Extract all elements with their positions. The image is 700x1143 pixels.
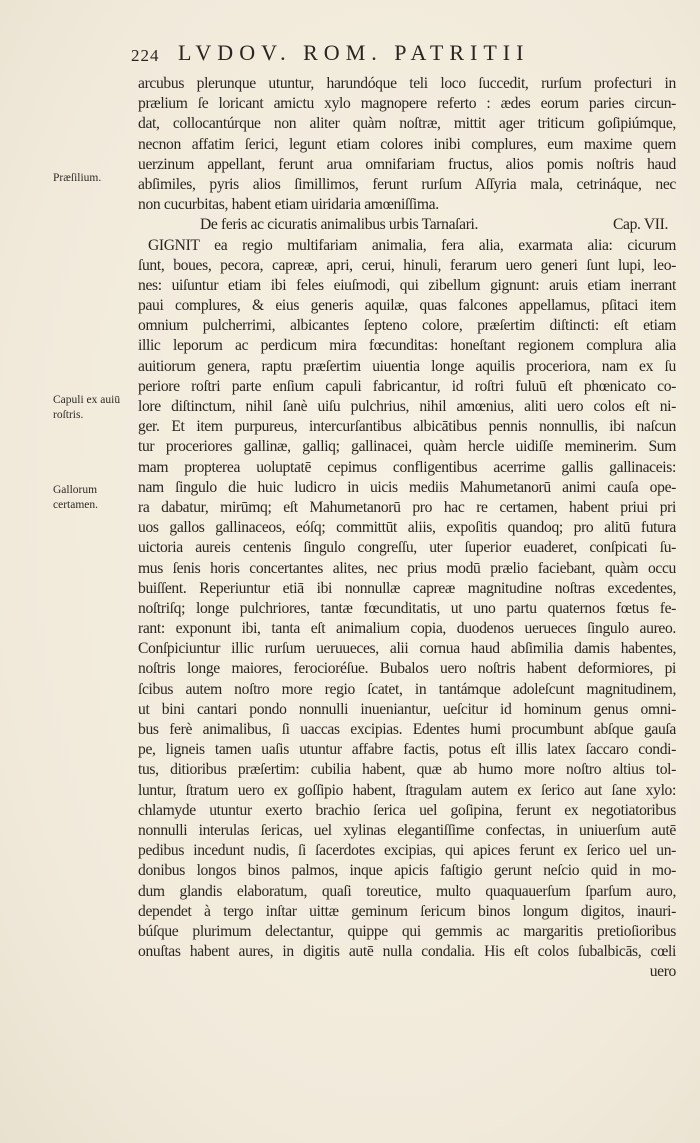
margin-note: Gallorum certamen. xyxy=(53,484,99,511)
page-number: 224 xyxy=(131,46,160,65)
text-line: illic leporum ac perdicum mira fœcunditas: honeſtant regionem complura alia xyxy=(138,337,676,355)
text-line: uos gallos gallinaceos, eóſq; committūt aliis, expoſitis quandoq; pro alitū futura xyxy=(138,519,676,537)
text-line: nam ſingulo die huic ludicro in uicis mediis Mahumetanorū animi cauſa ope- xyxy=(138,478,676,496)
text-line: arcubus plerunque utuntur, harundóque teli loco ſuccedit, rurſum profecturi in xyxy=(138,75,676,92)
text-line: ut bini cantari pondo nonnulli inueniantur, ueſcitur id hominum genus omni- xyxy=(138,700,676,718)
text-line: pedibus incedunt nudis, ſi ſacerdotes excipias, qui apices ferunt ex ſerico uel un- xyxy=(138,842,676,860)
text-line: rant: exponunt ibi, tanta eſt animalium copia, duodenos uerueces ſingulo aureo. xyxy=(138,620,676,638)
text-line: onuſtas habent aures, in digitis autē nulla condalia. His eſt colos ſubalbicās, cœli xyxy=(138,943,676,961)
text-line: bus ferè animalibus, ſi uaccas excipias. Edentes humi procumbunt abſque gauſa xyxy=(138,721,676,738)
text-line: noſtriſq; longe pulchriores, tantæ fœcunditatis, ut uno partu quaternos fœtus fe- xyxy=(138,599,676,617)
catchword: uero xyxy=(649,963,676,981)
text-line: donibus longos binos palmos, inque apicis faſtigio gerunt neſcio quid in mo- xyxy=(138,862,676,880)
text-line: necnon affatim ſerici, legunt etiam colores inibi complures, eum maxime quem xyxy=(138,135,676,153)
main-text xyxy=(138,74,676,982)
text-line: periore roſtri parte enſium capuli fabricantur, id roſtri fuluū eſt phœnicato co- xyxy=(138,377,676,395)
margin-note: Præſilium. xyxy=(53,172,102,184)
text-line: Conſpiciuntur illic rurſum ueruueces, alii cornua haud abſimilia damis habentes, xyxy=(138,640,676,658)
text-line: buiſſent. Reperiuntur etiā ibi nonnullæ capreæ magnitudine noſtras excedentes, xyxy=(138,579,676,597)
chapter-heading xyxy=(138,215,676,235)
chapter-title: De feris ac cicuratis animalibus urbis Tarnaſari. xyxy=(200,216,479,234)
text-line: búſque plurimum delectantur, quippe qui gemmis ac margaritis pretioſioribus xyxy=(138,922,676,940)
text-line: paui complures, & eius generis aquilæ, quas falcones appellamus, pſitaci item xyxy=(138,297,676,315)
text-line: tus, ditioribus præſertim: cubilia habent, quæ ab humo more noſtro altius tol- xyxy=(138,761,676,779)
text-line: chlamyde utuntur exerto brachio ſerica uel goſipina, ferunt ex negotiatoribus xyxy=(138,801,676,819)
text-line: uerzinum appellant, ferunt arua omnifariam fructus, alios pomis noſtris haud xyxy=(138,155,676,173)
margin-note: Capuli ex auiū roſtris. xyxy=(53,394,121,421)
text-line: noſtris longe maiores, ferocioréſue. Bubalos uero noſtris habent deformiores, pi xyxy=(138,660,676,678)
text-line: ger. Et item purpureus, intercurſantibus albicātibus pennis nonnullis, ibi naſcun xyxy=(138,418,676,436)
text-line: nonnulli interulas ſericas, uel xylinas elegantiſſime confectas, in uniuerſum autē xyxy=(138,821,676,839)
text-line: uictoria aureis centenis ſingulo congreſſu, uter ſuperior euaderet, conſpicati ſu- xyxy=(138,539,676,557)
text-line: non cucurbitas, habent etiam uiridaria amœniſſima. xyxy=(138,196,439,214)
text-line: prælium ſe loricant amictu xylo magnopere referto : ædes eorum paries circun- xyxy=(138,95,676,113)
text-line: ra dabatur, mirūmq; eſt Mahumetanorū pro hac re certamen, habent priui pri xyxy=(138,498,676,516)
text-line: GIGNIT ea regio multifariam animalia, fera alia, exarmata alia: cicurum xyxy=(148,236,676,254)
text-line: ſcibus autem noſtro more regio ſcatet, in tantámque adoleſcunt magnitudinem, xyxy=(138,680,676,698)
text-line: pe, ligneis tamen uaſis utuntur affabre factis, potus eſt illis latex ſaccaro condi- xyxy=(138,741,676,759)
text-line: abſimiles, pyris alios ſimillimos, ferunt rurſum Aſſyria mala, cetrináque, nec xyxy=(138,175,676,193)
text-line: ſunt, boues, pecora, capreæ, apri, cerui, hinuli, ferarum uero generi ſunt lupi, leo- xyxy=(138,256,676,274)
text-line: lore diſtinctum, nihil ſanè uiſu pulchrius, nihil amœnius, aliti uero colos eſt ni- xyxy=(138,398,676,415)
text-line: omnium pulcherrimi, albicantes ſepteno colore, præſertim diſtincti: eſt etiam xyxy=(138,317,676,335)
page-header xyxy=(0,40,700,70)
text-line: dependet à tergo inſtar uittæ geminum ſericum binos longum digitos, inauri- xyxy=(138,902,676,920)
running-title: LVDOV. ROM. PATRITII xyxy=(178,40,530,65)
chapter-number: Cap. VII. xyxy=(612,216,668,234)
text-line: nes: uiſuntur etiam ibi feles eiuſmodi, qui zibellum gignunt: aruis etiam inerrant xyxy=(138,276,676,294)
text-line: dat, collocantúrque non aliter quàm noſtræ, mittit ager triticum goſipiúmque, xyxy=(138,115,676,133)
text-line: tur proceriores gallinæ, galliq; gallinacei, quàm hercle uidiſſe meminerim. Sum xyxy=(138,438,676,456)
text-line: mus ſenis horis concertantes alites, nec prius modū prælio faciebant, quàm occu xyxy=(138,559,676,577)
text-line: mam propterea uoluptatē cepimus confligentibus acerrime gallis gallinaceis: xyxy=(138,458,676,476)
text-line: dum glandis elaboratum, quaſi toreutice, multo quaquauerſum ſparſum auro, xyxy=(138,882,676,900)
text-line: auitiorum genera, raptu præſertim uiuentia longe aquilis proceriora, nam ex ſu xyxy=(138,357,676,375)
text-line: luntur, ſtratum uero ex goſſipio habent, ſtragulam autem ex ſerico aut ſane xylo: xyxy=(138,781,676,799)
